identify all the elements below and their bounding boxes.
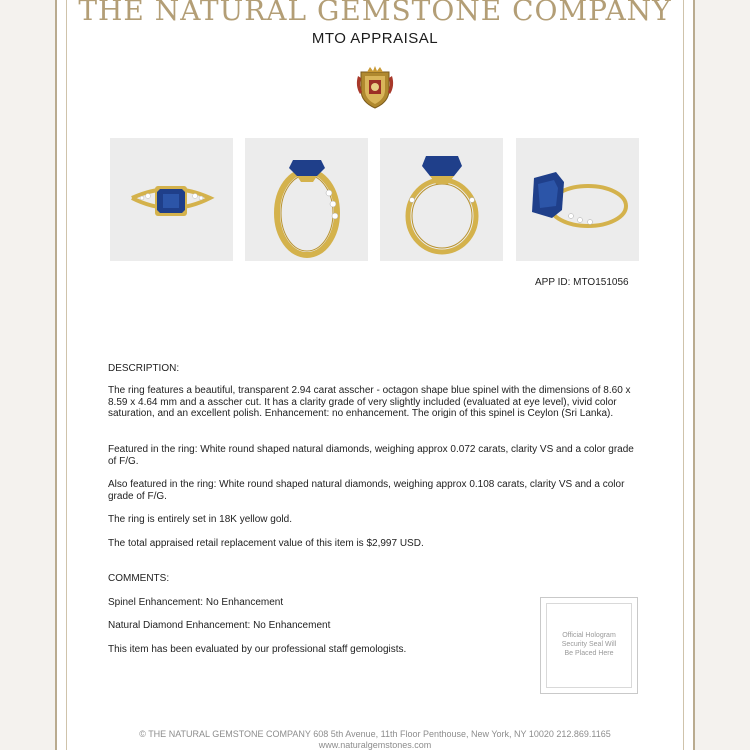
comment-spinel-enhancement: Spinel Enhancement: No Enhancement [108, 597, 284, 608]
company-name: THE NATURAL GEMSTONE COMPANY [78, 0, 672, 27]
seal-line-1: Official Hologram [562, 632, 616, 639]
description-paragraph-2: Featured in the ring: White round shaped natural diamonds, weighing approx 0.072 carats, clarity VS and a color grade of F/G. [108, 444, 634, 467]
comment-evaluation: This item has been evaluated by our professional staff gemologists. [108, 644, 407, 655]
comments-heading: COMMENTS: [108, 573, 170, 584]
description-heading: DESCRIPTION: [108, 363, 180, 374]
description-paragraph-3: Also featured in the ring: White round shaped natural diamonds, weighing approx 0.108 carats, clarity VS and a color grade of F/G. [108, 479, 625, 502]
seal-text [541, 631, 637, 658]
ring-photo-front-view [380, 138, 503, 261]
document-title: MTO APPRAISAL [311, 30, 439, 47]
ring-photo-top-view [110, 138, 233, 261]
description-paragraph-1: The ring features a beautiful, transparent 2.94 carat asscher - octagon shape blue spinel with the dimensions of 8.60 x 8.59 x 4.64 mm and a asscher cut. It has a clarity grade of very slightly included (evaluated at eye level), vivid color saturation, and an excellent polish. Enhancement: no enhancement. The origin of this spinel is Ceylon (Sri Lanka). [108, 385, 631, 420]
footer-website[interactable]: www.naturalgemstones.com [318, 740, 432, 750]
description-paragraph-5: The total appraised retail replacement value of this item is $2,997 USD. [108, 538, 424, 549]
seal-line-3: Be Placed Here [564, 650, 614, 657]
footer-address: © THE NATURAL GEMSTONE COMPANY 608 5th Avenue, 11th Floor Penthouse, New York, NY 10020 212.869.1165 [139, 729, 611, 739]
crest-logo-icon [355, 66, 395, 110]
comment-diamond-enhancement: Natural Diamond Enhancement: No Enhancement [108, 620, 331, 631]
seal-line-2: Security Seal Will [561, 641, 617, 648]
ring-photo-side-view [245, 138, 368, 261]
app-id: APP ID: MTO151056 [535, 277, 629, 288]
hologram-seal-placeholder [540, 597, 638, 694]
frame-rule-right [683, 0, 684, 750]
ring-photo-angle-view [516, 138, 639, 261]
frame-rule-left [66, 0, 67, 750]
description-paragraph-4: The ring is entirely set in 18K yellow gold. [108, 514, 292, 525]
